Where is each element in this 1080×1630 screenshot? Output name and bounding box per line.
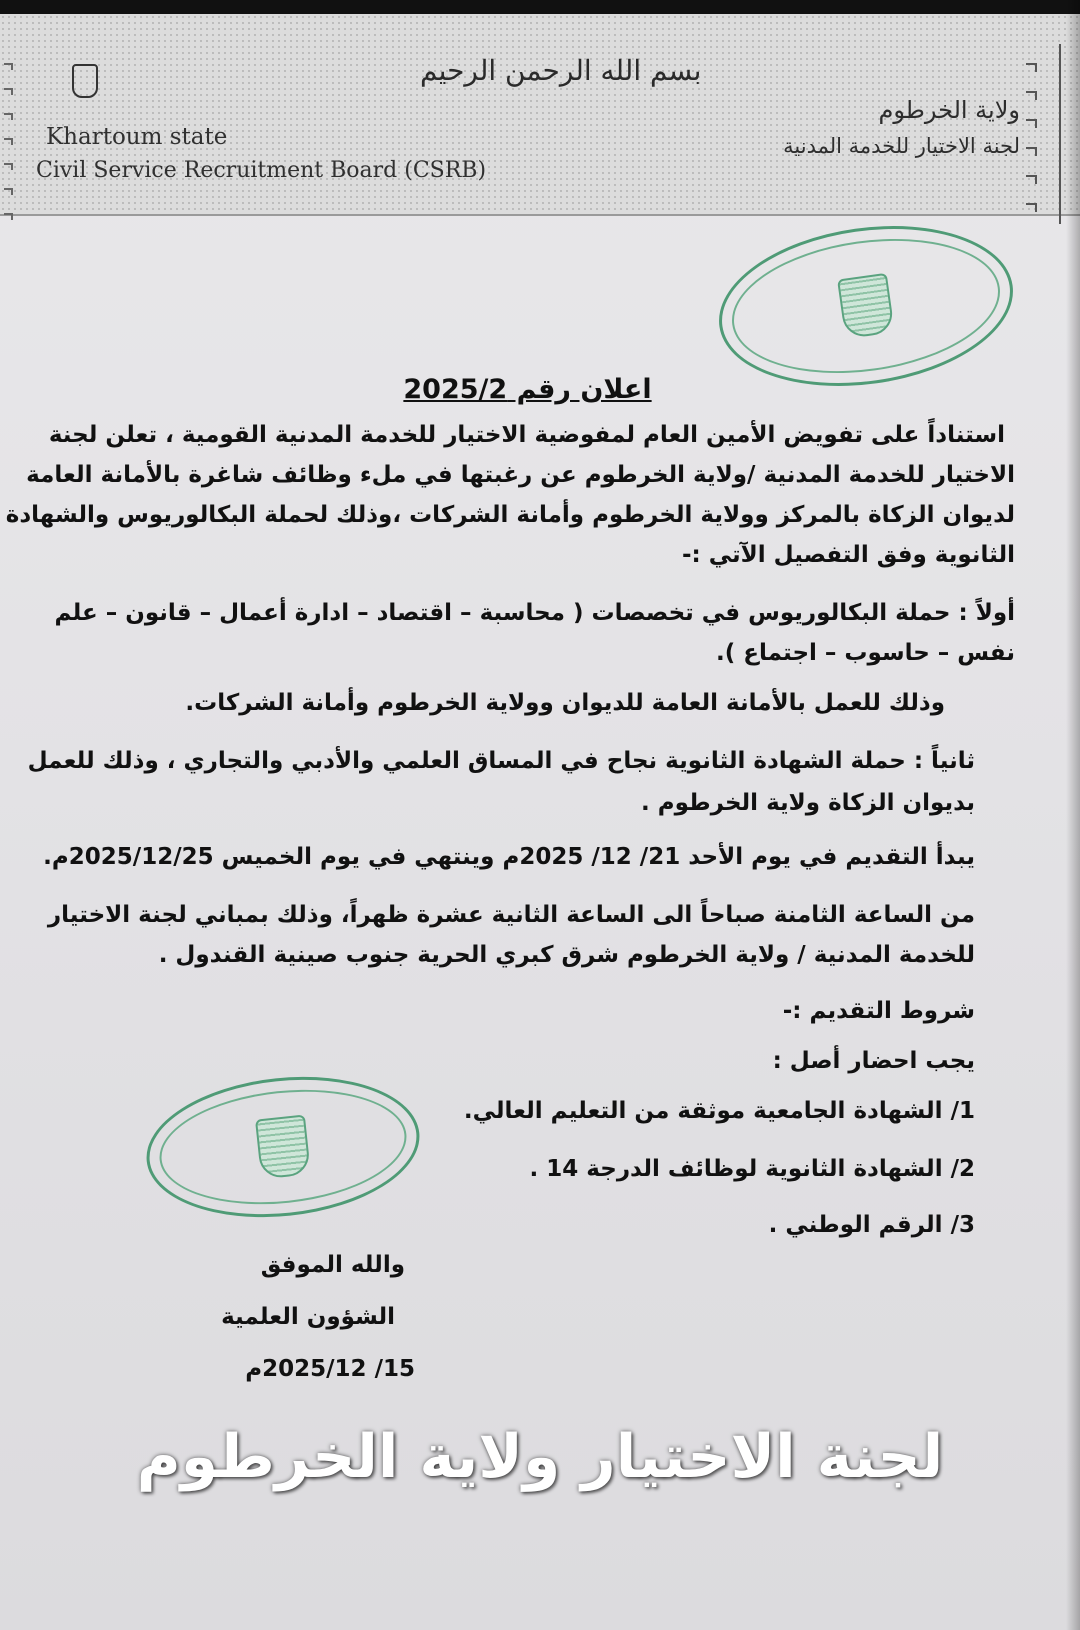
top-strip: [0, 0, 1080, 14]
intro-line: الاختيار للخدمة المدنية /ولاية الخرطوم عن رغبتها في ملء وظائف شاغرة بالأمانة العامة: [26, 462, 1015, 488]
first-item-note: وذلك للعمل بالأمانة العامة للديوان وولاية الخرطوم وأمانة الشركات.: [185, 690, 945, 716]
punch-marks-left: [0, 44, 24, 224]
working-hours-line: من الساعة الثامنة صباحاً الى الساعة الثانية عشرة ظهراً، وذلك بمباني لجنة الاختيار: [47, 902, 975, 928]
official-stamp-bottom: [140, 1064, 427, 1230]
conditions-title: شروط التقديم :-: [782, 998, 975, 1024]
stamp-emblem-icon: [255, 1115, 311, 1180]
announcement-heading: اعلان رقم 2025/2: [403, 374, 652, 405]
requirement-item: 1/ الشهادة الجامعية موثقة من التعليم العالي.: [463, 1098, 975, 1124]
first-item-line: أولاً : حملة البكالوريوس في تخصصات ( محاسبة – اقتصاد – ادارة أعمال – قانون – علم: [54, 600, 1015, 626]
letterhead-arabic: [783, 96, 1020, 158]
letterhead: [0, 14, 1080, 216]
state-name-english: Khartoum state: [46, 124, 228, 150]
intro-line: استناداً على تفويض الأمين العام لمفوضية الاختيار للخدمة المدنية القومية ، تعلن لجنة: [48, 422, 1005, 448]
signature: الشؤون العلمية: [221, 1304, 395, 1330]
intro-line: لديوان الزكاة بالمركز وولاية الخرطوم وأمانة الشركات ،وذلك لحملة البكالوريوس والشهادة: [5, 502, 1015, 528]
board-name-arabic: لجنة الاختيار للخدمة المدنية: [783, 134, 1020, 158]
page-edge-shadow: [1066, 0, 1080, 1630]
second-item-line: بديوان الزكاة ولاية الخرطوم .: [640, 790, 975, 816]
working-hours-line: للخدمة المدنية / ولاية الخرطوم شرق كبري الحرية جنوب صينية القندول .: [158, 942, 975, 968]
board-name-english: Civil Service Recruitment Board (CSRB): [36, 158, 487, 183]
first-item-line: نفس – حاسوب – اجتماع ).: [716, 640, 1015, 666]
requirement-item: 3/ الرقم الوطني .: [768, 1212, 975, 1238]
closing-phrase: والله الموفق: [260, 1252, 405, 1278]
second-item-line: ثانياً : حملة الشهادة الثانوية نجاح في المساق العلمي والأدبي والتجاري ، وذلك للعمل: [27, 748, 975, 774]
basmala: بسم الله الرحمن الرحيم: [420, 54, 702, 87]
must-bring-label: يجب احضار أصل :: [772, 1048, 975, 1074]
intro-line: الثانوية وفق التفصيل الآتي :-: [681, 542, 1015, 568]
issue-date: 15/ 2025/12م: [245, 1356, 415, 1382]
crest-icon: [72, 64, 98, 98]
letterhead-english: [36, 124, 486, 183]
requirement-item: 2/ الشهادة الثانوية لوظائف الدرجة 14 .: [529, 1156, 975, 1182]
application-dates: يبدأ التقديم في يوم الأحد 21/ 12/ 2025م وينتهي في يوم الخميس 2025/12/25م.: [43, 844, 975, 870]
overlay-caption: لجنة الاختيار ولاية الخرطوم: [136, 1422, 944, 1492]
state-name-arabic: ولاية الخرطوم: [878, 96, 1020, 124]
